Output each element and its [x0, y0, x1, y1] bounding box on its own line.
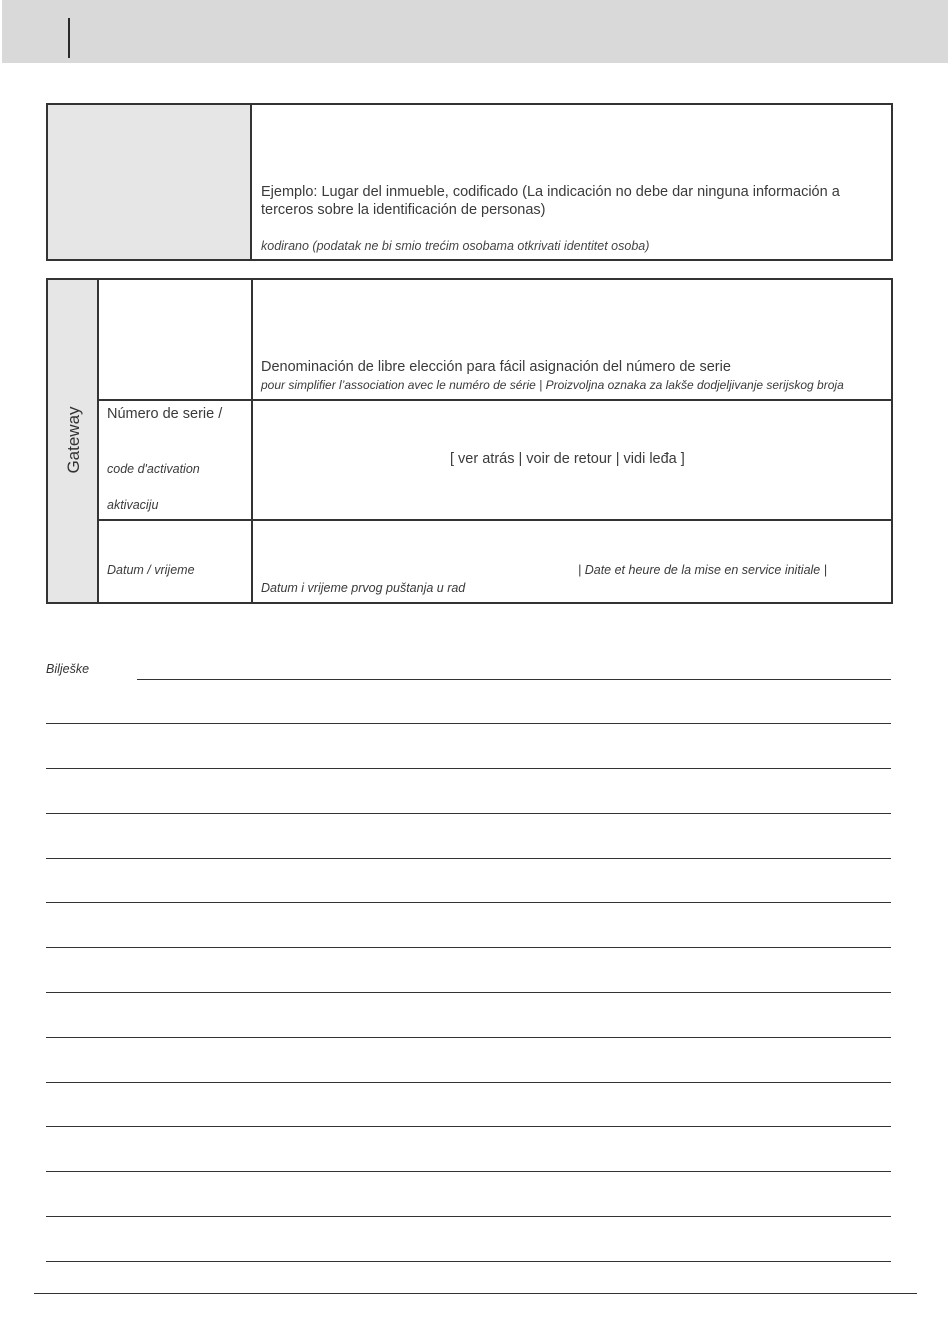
- gateway-name-label-cell: [99, 280, 253, 399]
- notes-line[interactable]: [46, 1261, 891, 1262]
- header-divider: [68, 18, 70, 58]
- gateway-label: Gateway: [64, 406, 83, 474]
- notes-line[interactable]: [46, 858, 891, 859]
- gateway-name-hint: Denominación de libre elección para fácil asignación del número de serie: [261, 359, 731, 375]
- serial-label-sub1: code d'activation: [107, 462, 200, 476]
- location-label-cell: [48, 105, 252, 259]
- gateway-name-row: [99, 280, 891, 401]
- gateway-serial-label-cell: [99, 401, 253, 519]
- gateway-box: [46, 278, 893, 604]
- location-example-text: Ejemplo: Lugar del inmueble, codificado (La indicación no debe dar ninguna información a terceros sobre la identificación de personas): [261, 184, 840, 218]
- notes-line[interactable]: [46, 1082, 891, 1083]
- serial-label-sub2: aktivaciju: [107, 498, 159, 512]
- notes-line[interactable]: [46, 902, 891, 903]
- serial-value: [ ver atrás | voir de retour | vidi leđa ]: [450, 451, 685, 467]
- gateway-date-row: [99, 521, 891, 604]
- notes-label: Bilješke: [46, 662, 90, 676]
- gateway-name-subhint: pour simplifier l’association avec le numéro de série | Proizvoljna oznaka za lakše dodjeljivanje serijskog broja: [261, 378, 844, 392]
- location-box: [46, 103, 893, 261]
- notes-line[interactable]: [46, 947, 891, 948]
- notes-line[interactable]: [46, 1171, 891, 1172]
- notes-line[interactable]: [137, 679, 891, 680]
- gateway-side-column: [48, 280, 99, 602]
- date-hint-right: | Date et heure de la mise en service initiale |: [578, 563, 827, 577]
- notes-line[interactable]: [46, 1126, 891, 1127]
- notes-line[interactable]: [46, 768, 891, 769]
- notes-line[interactable]: [46, 1037, 891, 1038]
- serial-label: Número de serie /: [107, 406, 223, 422]
- date-hint-sub: Datum i vrijeme prvog puštanja u rad: [261, 581, 466, 595]
- location-example-subtext: kodirano (podatak ne bi smio trećim osobama otkrivati identitet osoba): [261, 239, 650, 253]
- footer-rule: [34, 1293, 917, 1294]
- notes-line[interactable]: [46, 992, 891, 993]
- notes-line[interactable]: [46, 1216, 891, 1217]
- notes-line[interactable]: [46, 723, 891, 724]
- notes-line[interactable]: [46, 813, 891, 814]
- gateway-serial-row: [99, 401, 891, 521]
- header-bar: [2, 0, 948, 63]
- date-label: Datum / vrijeme: [107, 563, 195, 577]
- gateway-date-label-cell: [99, 521, 253, 604]
